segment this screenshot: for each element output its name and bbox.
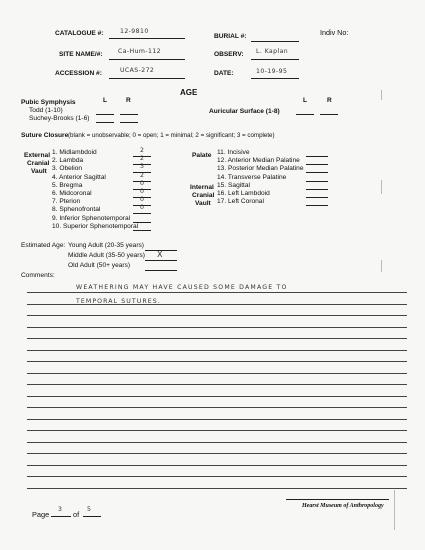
suture-score-value: 0 xyxy=(140,188,145,195)
accession-underline xyxy=(109,78,185,79)
suture-score-value: 2 xyxy=(140,171,145,179)
comment-rule xyxy=(27,488,407,489)
burial-underline xyxy=(251,41,299,42)
auricular-col-l: L xyxy=(303,97,308,104)
suture-item-label: 3. Obelion xyxy=(52,165,83,173)
suture-score-line xyxy=(133,230,151,231)
pubic-col-r: R xyxy=(126,97,131,104)
todd-r-line xyxy=(120,114,138,115)
age-option-line xyxy=(145,270,177,271)
comment-line-2: TEMPORAL SUTURES. xyxy=(76,298,161,305)
pubic-col-l: L xyxy=(103,97,108,104)
group-internal: Internal xyxy=(190,184,214,191)
suture-item-label: 5. Bregma xyxy=(52,181,83,189)
catalogue-label: CATALOGUE #: xyxy=(55,30,104,37)
comment-line-1: WEATHERING MAY HAVE CAUSED SOME DAMAGE TO xyxy=(76,284,288,291)
comment-rule xyxy=(27,396,407,397)
scan-mark xyxy=(381,180,382,194)
suture-item-label: 6. Midcoronal xyxy=(52,190,92,197)
age-option-label: Old Adult (50+ years) xyxy=(68,262,131,269)
suture-item-label: 16. Left Lambdoid xyxy=(217,190,270,197)
date-value: 10-19-95 xyxy=(256,68,288,75)
comment-rule xyxy=(27,442,407,443)
suture-item-label: 13. Posterior Median Palatine xyxy=(217,165,304,173)
footer-rule xyxy=(286,499,389,500)
comment-rule xyxy=(27,315,407,316)
suture-score-value: 0 xyxy=(140,204,145,212)
suture-score-line xyxy=(306,164,328,165)
group-vault: Vault xyxy=(31,168,47,175)
age-title: AGE xyxy=(180,88,198,97)
suture-item-label: 10. Superior Sphenotemporal xyxy=(52,222,139,230)
suture-score-line xyxy=(133,213,151,214)
comment-rule xyxy=(27,373,407,374)
age-option-label: Middle Adult (35-50 years) xyxy=(68,252,145,259)
suchey-l-line xyxy=(96,122,114,123)
suture-score-line xyxy=(306,197,328,198)
suture-score-line xyxy=(306,181,328,182)
suture-item-label: 11. Incisive xyxy=(217,149,250,156)
suture-item-label: 8. Sphenofrontal xyxy=(52,206,101,214)
catalogue-underline xyxy=(109,38,185,39)
suture-score-value: 3 xyxy=(140,163,145,171)
date-label: DATE: xyxy=(214,70,234,77)
group-cranial: Cranial xyxy=(27,160,50,167)
comment-rule xyxy=(27,304,407,305)
group-external: External xyxy=(24,152,51,159)
suture-score-value: 0 xyxy=(140,179,145,187)
estimated-age-label: Estimated Age: xyxy=(21,242,66,249)
museum-name: Hearst Museum of Anthropology xyxy=(302,503,384,509)
comment-rule xyxy=(27,476,407,477)
scan-mark xyxy=(381,260,382,272)
comment-rule xyxy=(27,361,407,362)
page-total: 5 xyxy=(87,506,92,513)
scan-mark xyxy=(394,490,395,530)
comment-rule xyxy=(27,338,407,339)
comment-rule xyxy=(27,327,407,328)
age-option-mark: X xyxy=(157,250,163,259)
suchey-label: Suchey-Brooks (1-6) xyxy=(29,115,90,122)
suture-score-line xyxy=(306,205,328,206)
suture-item-label: 7. Pterion xyxy=(52,198,81,206)
suture-item-label: 1. Midlambdoid xyxy=(52,149,97,156)
suture-item-label: 12. Anterior Median Palatine xyxy=(217,157,300,165)
suture-item-label: 15. Sagittal xyxy=(217,181,250,189)
of-label: of xyxy=(73,510,80,519)
suchey-r-line xyxy=(120,122,138,123)
indiv-label: Indiv No: xyxy=(320,28,349,37)
comment-rule xyxy=(27,419,407,420)
scan-mark xyxy=(381,90,382,100)
comments-label: Comments: xyxy=(21,272,55,279)
todd-l-line xyxy=(96,114,114,115)
suture-score-line xyxy=(306,189,328,190)
auricular-r-line xyxy=(320,114,338,115)
suture-score-line xyxy=(306,156,328,157)
page-number-underline xyxy=(51,516,71,517)
date-underline xyxy=(251,78,299,79)
suture-item-label: 17. Left Coronal xyxy=(217,198,264,206)
suture-score-value: 0 xyxy=(140,196,145,204)
suture-legend: (blank = unobservable; 0 = open; 1 = minimal; 2 = significant; 3 = complete) xyxy=(68,132,275,139)
comment-rule xyxy=(27,384,407,385)
suture-item-label: 2. Lambda xyxy=(52,157,84,165)
auricular-label: Auricular Surface (1-8) xyxy=(209,108,280,115)
accession-value: UCAS-272 xyxy=(120,67,155,74)
suture-score-value: 2 xyxy=(140,147,145,154)
comment-rule xyxy=(27,350,407,351)
age-option-label: Young Adult (20-35 years) xyxy=(68,242,145,249)
suture-score-value: 2 xyxy=(140,155,145,163)
suture-item-label: 14. Transverse Palatine xyxy=(217,173,287,181)
group-palate: Palate xyxy=(192,152,212,159)
comment-rule xyxy=(27,292,407,293)
page-number: 3 xyxy=(58,506,63,513)
suture-heading: Suture Closure xyxy=(21,132,69,139)
auricular-col-r: R xyxy=(327,97,332,104)
comment-rule xyxy=(27,407,407,408)
group-vault-internal: Vault xyxy=(195,200,211,207)
auricular-l-line xyxy=(296,114,314,115)
todd-label: Todd (1-10) xyxy=(29,107,63,114)
suture-item-label: 4. Anterior Sagittal xyxy=(52,173,106,181)
page-total-underline xyxy=(83,516,101,517)
suture-score-line xyxy=(306,172,328,173)
group-cranial-internal: Cranial xyxy=(192,192,215,199)
comment-rule xyxy=(27,465,407,466)
comment-rule xyxy=(27,430,407,431)
site-value: Ca-Hum-112 xyxy=(118,48,161,55)
site-underline xyxy=(109,59,185,60)
page-label: Page xyxy=(32,510,50,519)
site-label: SITE NAME/#: xyxy=(59,51,103,58)
pubic-title: Pubic Symphysis xyxy=(21,99,76,106)
accession-label: ACCESSION #: xyxy=(55,70,102,77)
suture-item-label: 9. Inferior Sphenotemporal xyxy=(52,214,131,222)
comment-rule xyxy=(27,453,407,454)
observ-label: OBSERV: xyxy=(214,51,244,58)
catalogue-value: 12-9810 xyxy=(120,28,149,35)
observ-underline xyxy=(251,59,299,60)
burial-label: BURIAL #: xyxy=(214,33,247,40)
observ-value: L. Kaplan xyxy=(256,48,289,55)
age-option-line xyxy=(145,260,177,261)
